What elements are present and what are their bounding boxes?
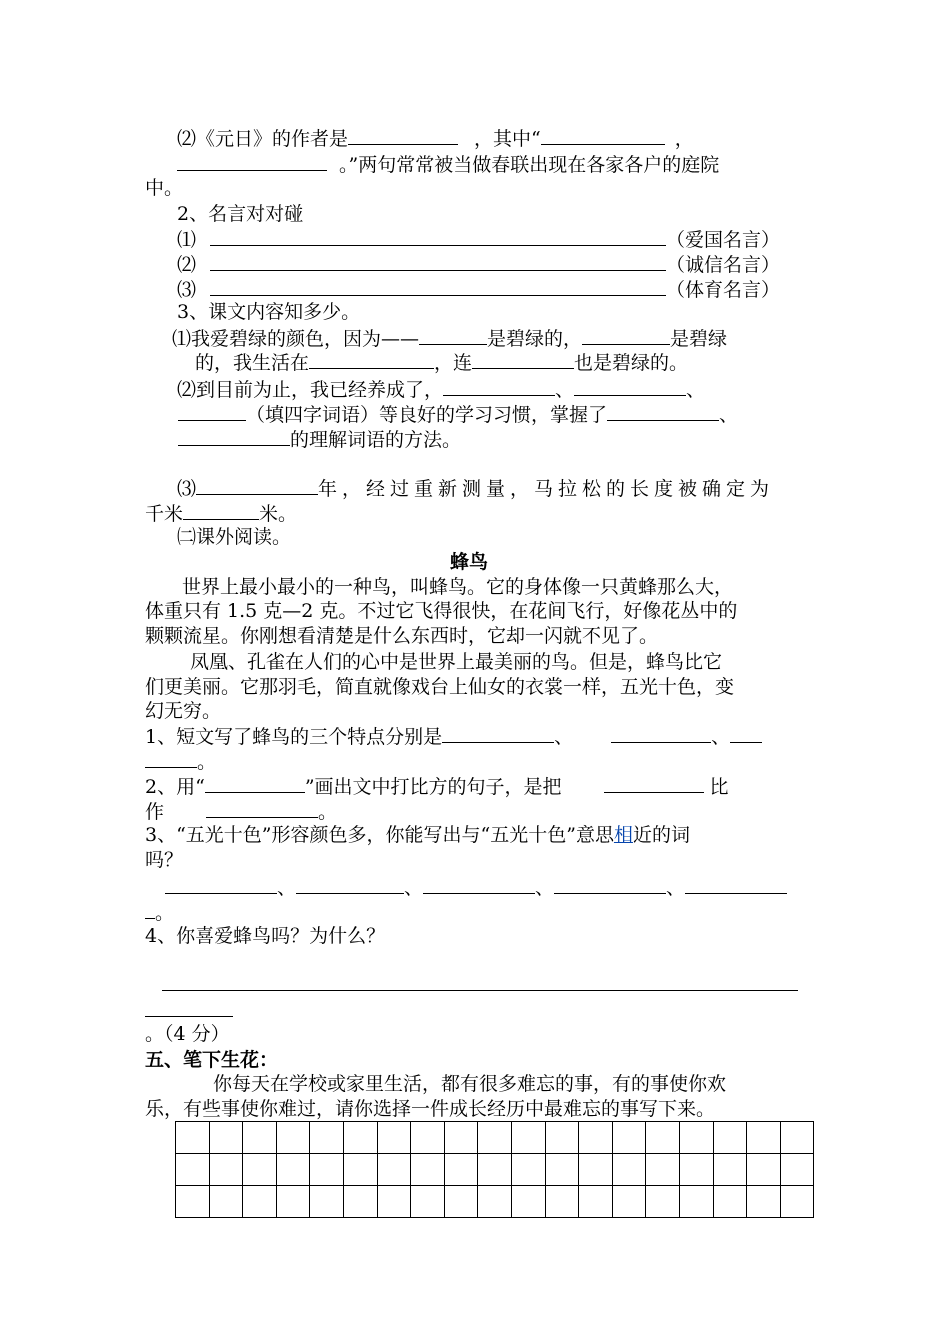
grid-row <box>176 1154 814 1186</box>
kewen-q3-line1 <box>177 476 774 501</box>
kewen-q1-text: 是碧绿 <box>670 328 728 350</box>
question-2-text: 2、用“ <box>145 776 205 798</box>
answer-blank-end[interactable] <box>145 998 233 1017</box>
reading-p1-line3: 颗颗流星。你刚想看清楚是什么东西时，它却一闪就不见了。 <box>145 625 659 647</box>
question-3-end: 。 <box>155 902 175 924</box>
kewen-q2-sep: 、 <box>719 404 739 426</box>
kewen-q3-text: 千米 <box>145 503 184 525</box>
grid-cell[interactable] <box>310 1154 344 1186</box>
question-1-line2 <box>145 749 216 774</box>
yuanri-text-3: 中。 <box>145 177 184 199</box>
grid-cell[interactable] <box>243 1122 277 1154</box>
question-3-text: 近的词 <box>632 824 690 846</box>
kewen-q2-blank-4[interactable] <box>607 402 719 421</box>
grid-cell[interactable] <box>747 1122 781 1154</box>
grid-cell[interactable] <box>545 1186 579 1218</box>
kewen-q3-km-blank[interactable] <box>183 501 259 520</box>
kewen-q1-blank-3[interactable] <box>309 350 434 369</box>
kewen-q3-number: ⑶ <box>177 478 197 500</box>
kewen-q1-line1 <box>172 326 727 351</box>
grid-cell[interactable] <box>343 1122 377 1154</box>
kewen-q2-line2 <box>178 402 738 427</box>
kewen-q2-line1 <box>177 377 705 402</box>
mingyan-type: （体育名言） <box>666 279 781 301</box>
writing-section-title: 五、笔下生花： <box>145 1049 279 1071</box>
yuanri-question-line2 <box>177 152 719 177</box>
reading-p1-line2: 体重只有 1.5 克—2 克。不过它飞得很快，在花间飞行，好像花丛中的 <box>145 600 738 622</box>
kewen-q2-sep: 、 <box>686 379 706 401</box>
synonym-blank-5[interactable] <box>685 875 787 894</box>
kewen-q1-line2 <box>195 350 688 375</box>
grid-cell[interactable] <box>310 1186 344 1218</box>
question-3-sep: 、 <box>404 877 424 899</box>
grid-cell[interactable] <box>545 1122 579 1154</box>
grid-cell[interactable] <box>377 1154 411 1186</box>
question-4-answer-line <box>162 972 798 997</box>
kewen-q3-text: 米。 <box>259 503 298 525</box>
question-3-line1 <box>145 823 690 847</box>
grid-cell[interactable] <box>176 1186 210 1218</box>
yuanri-prompt: ⑵《元日》的作者是 <box>177 128 349 150</box>
grid-cell[interactable] <box>411 1186 445 1218</box>
kewen-q2-line3 <box>178 427 461 452</box>
grid-cell[interactable] <box>579 1154 613 1186</box>
question-2-text: ”画出文中打比方的句子，是把 <box>304 776 562 798</box>
synonym-blank-2[interactable] <box>296 875 404 894</box>
grid-cell[interactable] <box>511 1154 545 1186</box>
mingyan-number: ⑵ <box>177 254 197 276</box>
grid-cell[interactable] <box>343 1186 377 1218</box>
grid-cell[interactable] <box>780 1186 814 1218</box>
mingyan-number: ⑴ <box>177 229 197 251</box>
grid-cell[interactable] <box>243 1154 277 1186</box>
author-blank[interactable] <box>348 126 458 145</box>
grid-cell[interactable] <box>444 1122 478 1154</box>
mingyan-title: 2、名言对对碰 <box>177 203 304 225</box>
grid-cell[interactable] <box>276 1186 310 1218</box>
kewen-q1-blank-2[interactable] <box>582 326 670 345</box>
poem-line1-blank[interactable] <box>541 126 665 145</box>
grid-row <box>176 1186 814 1218</box>
grid-cell[interactable] <box>579 1122 613 1154</box>
kewen-q3-year-blank[interactable] <box>196 476 318 495</box>
grid-cell[interactable] <box>444 1186 478 1218</box>
grid-cell[interactable] <box>612 1122 646 1154</box>
grid-cell[interactable] <box>276 1122 310 1154</box>
kewen-q2-blank-3[interactable] <box>178 402 246 421</box>
kewen-q2-blank-5[interactable] <box>178 427 290 446</box>
mingyan-type: （诚信名言） <box>666 254 781 276</box>
question-1-text: 1、短文写了蜂鸟的三个特点分别是 <box>145 726 443 748</box>
question-2-text: 作 <box>145 801 165 823</box>
synonym-blank-3[interactable] <box>423 875 535 894</box>
question-4-text: 4、你喜爱蜂鸟吗？为什么？ <box>145 925 386 947</box>
kewen-q2-blank-2[interactable] <box>574 377 686 396</box>
compare-blank-2[interactable] <box>206 799 318 818</box>
question-3-sep: 、 <box>277 877 297 899</box>
kewen-q2-text: ⑵到目前为止，我已经养成了， <box>177 379 444 401</box>
grid-cell[interactable] <box>377 1122 411 1154</box>
grid-cell[interactable] <box>679 1186 713 1218</box>
grid-cell[interactable] <box>747 1186 781 1218</box>
question-2-text: 比 <box>709 776 729 798</box>
grid-cell[interactable] <box>780 1154 814 1186</box>
grid-cell[interactable] <box>411 1122 445 1154</box>
question-2-line1 <box>145 774 729 799</box>
kewen-q1-text: 也是碧绿的。 <box>574 352 689 374</box>
question-1-end: 。 <box>197 751 217 773</box>
mingyan-blank[interactable] <box>210 227 666 246</box>
question-2-end: 。 <box>318 801 338 823</box>
grid-cell[interactable] <box>679 1154 713 1186</box>
reading-title: 蜂鸟 <box>450 551 489 573</box>
question-2-line2 <box>145 799 337 824</box>
answer-blank[interactable] <box>162 972 798 991</box>
synonym-blank-5-end[interactable] <box>145 900 155 919</box>
compare-blank-1[interactable] <box>604 774 704 793</box>
kewen-title: 3、课文内容知多少。 <box>177 301 361 323</box>
grid-cell[interactable] <box>176 1122 210 1154</box>
grid-cell[interactable] <box>209 1122 243 1154</box>
kewen-q2-blank-1[interactable] <box>443 377 555 396</box>
reading-p2-line3: 幻无穷。 <box>145 700 222 722</box>
grid-row <box>176 1122 814 1154</box>
grid-cell[interactable] <box>713 1122 747 1154</box>
grid-cell[interactable] <box>713 1154 747 1186</box>
grid-cell[interactable] <box>310 1122 344 1154</box>
feature-blank-1[interactable] <box>442 724 554 743</box>
question-3-sep: 、 <box>535 877 555 899</box>
grid-cell[interactable] <box>511 1186 545 1218</box>
grid-cell[interactable] <box>780 1122 814 1154</box>
feature-blank-2[interactable] <box>611 724 711 743</box>
grid-cell[interactable] <box>209 1154 243 1186</box>
question-1-sep: 、 <box>554 726 574 748</box>
grid-cell[interactable] <box>209 1186 243 1218</box>
question-3-sep: 、 <box>666 877 686 899</box>
grid-cell[interactable] <box>545 1154 579 1186</box>
yuanri-question-line1 <box>177 126 694 151</box>
mingyan-type: （爱国名言） <box>666 229 781 251</box>
grid-cell[interactable] <box>612 1154 646 1186</box>
grid-cell[interactable] <box>747 1154 781 1186</box>
question-1-line1 <box>145 724 762 749</box>
yuanri-text-2: 。”两句常常被当做春联出现在各家各户的庭院 <box>339 154 720 176</box>
grid-cell[interactable] <box>478 1154 512 1186</box>
grid-cell[interactable] <box>612 1186 646 1218</box>
grid-cell[interactable] <box>343 1154 377 1186</box>
reading-p2-line2: 们更美丽。它那羽毛，简直就像戏台上仙女的衣裳一样，五光十色，变 <box>145 676 735 698</box>
mingyan-row-2 <box>177 252 780 277</box>
question-3-text: 3、“五光十色”形容颜色多，你能写出与“五光十色”意思 <box>145 824 614 846</box>
grid-cell[interactable] <box>646 1154 680 1186</box>
underline-mark-blank[interactable] <box>205 774 305 793</box>
grid-cell[interactable] <box>411 1154 445 1186</box>
grid-cell[interactable] <box>276 1154 310 1186</box>
grid-cell[interactable] <box>679 1122 713 1154</box>
grid-cell[interactable] <box>444 1154 478 1186</box>
yuanri-comma: ， <box>674 128 694 150</box>
grid-cell[interactable] <box>713 1186 747 1218</box>
grid-cell[interactable] <box>579 1186 613 1218</box>
synonym-blank-4[interactable] <box>554 875 666 894</box>
poem-line2-blank[interactable] <box>177 152 327 171</box>
kewen-q1-blank-4[interactable] <box>472 350 574 369</box>
kewen-q3-text: 年，经过重新测量，马拉松的长度被确定为 <box>318 478 775 500</box>
writing-grid[interactable] <box>175 1121 814 1218</box>
grid-cell[interactable] <box>377 1186 411 1218</box>
kewen-q1-blank-1[interactable] <box>419 326 487 345</box>
reading-p2-line1: 凤凰、孔雀在人们的心中是世界上最美丽的鸟。但是，蜂鸟比它 <box>190 651 723 673</box>
grid-cell[interactable] <box>511 1122 545 1154</box>
xiang-link[interactable]: 相 <box>613 824 633 846</box>
mingyan-blank[interactable] <box>210 252 666 271</box>
question-3-text-2: 吗？ <box>145 849 184 871</box>
reading-p1-line1: 世界上最小最小的一种鸟，叫蜂鸟。它的身体像一只黄蜂那么大， <box>182 576 734 598</box>
kewai-reading-heading: ㈡课外阅读。 <box>177 526 292 548</box>
question-3-answers-2 <box>145 900 174 925</box>
grid-cell[interactable] <box>176 1154 210 1186</box>
question-1-sep: 、 <box>711 726 731 748</box>
question-3-answers <box>165 875 787 900</box>
feature-blank-3-start[interactable] <box>730 724 762 743</box>
kewen-q3-line2 <box>145 501 297 526</box>
grid-cell[interactable] <box>478 1186 512 1218</box>
kewen-q1-text: 的，我生活在 <box>195 352 310 374</box>
yuanri-text: ，其中“ <box>474 128 541 150</box>
kewen-q1-text: ⑴我爱碧绿的颜色，因为—— <box>172 328 420 350</box>
mingyan-row-1 <box>177 227 780 252</box>
kewen-q2-sep: 、 <box>555 379 575 401</box>
question-4-answer-line2 <box>145 998 233 1023</box>
kewen-q1-text: ，连 <box>434 352 473 374</box>
kewen-q1-text: 是碧绿的， <box>487 328 583 350</box>
mingyan-blank[interactable] <box>210 277 666 296</box>
kewen-q2-text: 的理解词语的方法。 <box>290 429 462 451</box>
grid-cell[interactable] <box>646 1122 680 1154</box>
grid-cell[interactable] <box>243 1186 277 1218</box>
synonym-blank-1[interactable] <box>165 875 277 894</box>
feature-blank-3-end[interactable] <box>145 749 197 768</box>
grid-cell[interactable] <box>478 1122 512 1154</box>
grid-cell[interactable] <box>646 1186 680 1218</box>
kewen-q2-text: （填四字词语）等良好的学习习惯，掌握了 <box>246 404 608 426</box>
mingyan-row-3 <box>177 277 780 302</box>
question-4-score: 。（4 分） <box>145 1023 230 1045</box>
writing-prompt-line2: 乐，有些事使你难过，请你选择一件成长经历中最难忘的事写下来。 <box>145 1098 716 1120</box>
mingyan-number: ⑶ <box>177 279 197 301</box>
writing-prompt-line1: 你每天在学校或家里生活，都有很多难忘的事，有的事使你欢 <box>213 1073 727 1095</box>
